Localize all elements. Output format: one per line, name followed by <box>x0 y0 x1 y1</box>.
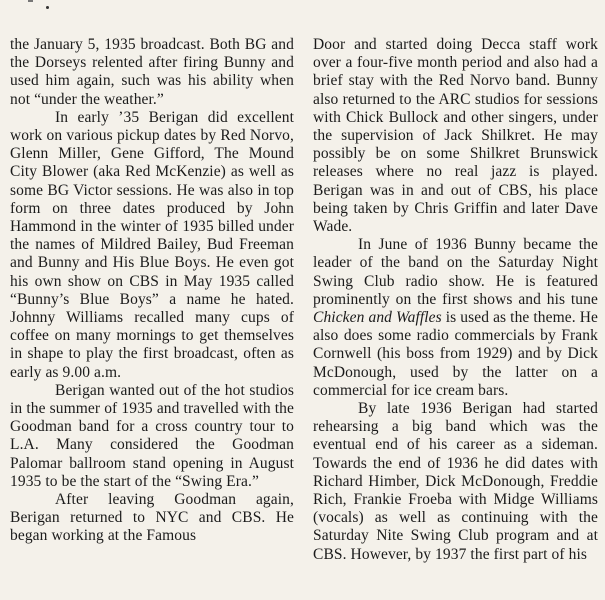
scan-mark <box>28 0 33 2</box>
paragraph: By late 1936 Berigan had started rehearsing a big band which was the eventual end of his career as a sideman. Towards the end of 1936 he did dates with Richard Himber, Dick McDonough, Freddie Rich, Frankie Froeba with Midge Williams (vocals) as well as continuing with the Saturday Nite Swing Club program and at CBS. However, by 1937 the first part of his <box>313 400 598 563</box>
paragraph: the January 5, 1935 broadcast. Both BG and the Dorseys relented after firing Bunny and used him again, such was his ability when not “under the weather.” <box>10 36 294 108</box>
right-column <box>313 36 598 564</box>
song-title: Chicken and Waffles <box>313 309 442 327</box>
paragraph <box>313 236 598 400</box>
paragraph: Berigan wanted out of the hot studios in the summer of 1935 and travelled with the Goodman band for a cross country tour to L.A. Many considered the Goodman Palomar ballroom stand opening in August 1935 to be the start of the “Swing Era.” <box>10 381 294 490</box>
paragraph: After leaving Goodman again, Berigan returned to NYC and CBS. He began working at the Famous <box>10 491 294 545</box>
left-column <box>10 36 294 546</box>
paragraph: In early ’35 Berigan did excellent work on various pickup dates by Red Norvo, Glenn Miller, Gene Gifford, The Mound City Blower (aka Red McKenzie) as well as some BG Victor sessions. He was also in top form on three dates produced by John Hammond in the winter of 1935 billed under the names of Mildred Bailey, Bud Freeman and Bunny and His Blue Boys. He even got his own show on CBS in May 1935 called “Bunny’s Blue Boys” a name he hated. Johnny Williams recalled many cups of coffee on many mornings to get themselves in shape to play the first broadcast, often as early as 9.00 a.m. <box>10 108 294 381</box>
paragraph: Door and started doing Decca staff work over a four-five month period and also had a brief stay with the Red Norvo band. Bunny also returned to the ARC studios for sessions with Chick Bullock and other singers, under the supervision of Jack Shilkret. He may possibly be on some Shilkret Brunswick releases where no real jazz is played. Berigan was in and out of CBS, his place being taken by Chris Griffin and later Dave Wade. <box>313 36 598 236</box>
paragraph-text: In June of 1936 Bunny became the leader of the band on the Saturday Night Swing Club radio show. He is featured prominently on the first shows and his tune <box>313 236 598 308</box>
paragraph-text: is used as the theme. He also does some radio commercials by Frank Cornwell (his boss from 1929) and by Dick McDonough, used by the latter on a commercial for ice cream bars. <box>313 309 598 399</box>
scan-dot <box>46 6 49 9</box>
